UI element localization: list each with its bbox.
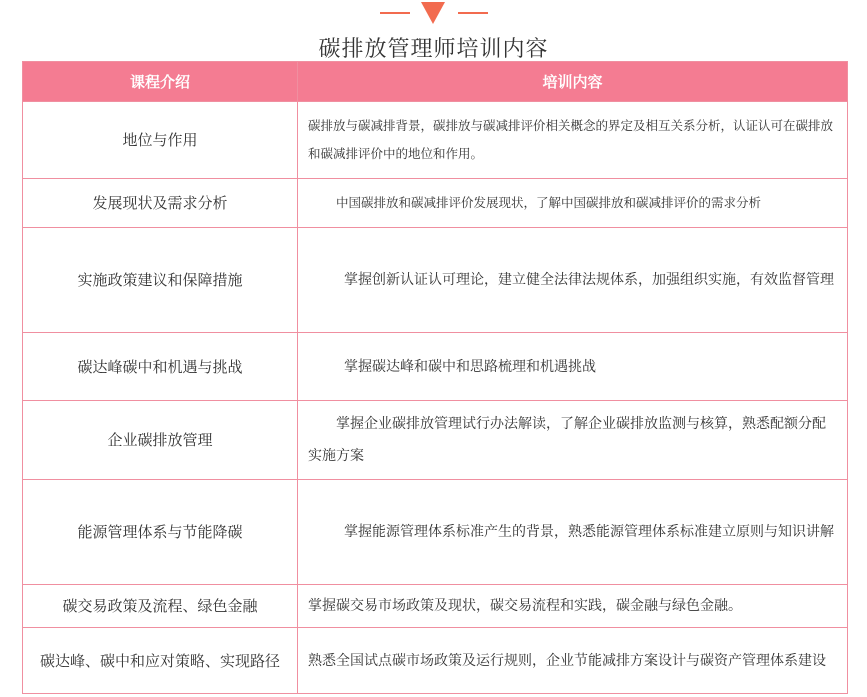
course-content: 熟悉全国试点碳市场政策及运行规则，企业节能减排方案设计与碳资产管理体系建设 — [298, 628, 848, 694]
table-row — [23, 228, 848, 333]
table-header-row — [23, 62, 848, 102]
table-row — [23, 179, 848, 228]
title-decoration — [0, 0, 867, 32]
table-row — [23, 401, 848, 480]
decor-line-left — [380, 12, 410, 14]
table-row — [23, 333, 848, 401]
course-name: 碳达峰碳中和机遇与挑战 — [23, 333, 298, 401]
course-name: 碳达峰、碳中和应对策略、实现路径 — [23, 628, 298, 694]
table-row — [23, 102, 848, 179]
table-row — [23, 628, 848, 694]
header-content: 培训内容 — [298, 62, 848, 102]
table-row — [23, 480, 848, 585]
course-content: 掌握碳达峰和碳中和思路梳理和机遇挑战 — [298, 333, 848, 401]
course-content: 掌握能源管理体系标准产生的背景，熟悉能源管理体系标准建立原则与知识讲解 — [298, 480, 848, 585]
decor-line-right — [458, 12, 488, 14]
course-name: 企业碳排放管理 — [23, 401, 298, 480]
page-title: 碳排放管理师培训内容 — [318, 37, 549, 62]
course-content: 碳排放与碳减排背景，碳排放与碳减排评价相关概念的界定及相互关系分析，认证认可在碳排放和碳减排评价中的地位和作用。 — [298, 102, 848, 179]
course-name: 发展现状及需求分析 — [23, 179, 298, 228]
course-name: 碳交易政策及流程、绿色金融 — [23, 585, 298, 628]
course-name: 地位与作用 — [23, 102, 298, 179]
course-content: 掌握创新认证认可理论，建立健全法律法规体系，加强组织实施，有效监督管理 — [298, 228, 848, 333]
course-content: 中国碳排放和碳减排评价发展现状，了解中国碳排放和碳减排评价的需求分析 — [298, 179, 848, 228]
course-name: 实施政策建议和保障措施 — [23, 228, 298, 333]
triangle-down-icon — [421, 2, 445, 24]
header-course: 课程介绍 — [23, 62, 298, 102]
table-row — [23, 585, 848, 628]
course-name: 能源管理体系与节能降碳 — [23, 480, 298, 585]
course-content: 掌握企业碳排放管理试行办法解读，了解企业碳排放监测与核算，熟悉配额分配实施方案 — [298, 401, 848, 480]
course-table — [22, 61, 848, 694]
course-content: 掌握碳交易市场政策及现状，碳交易流程和实践，碳金融与绿色金融。 — [298, 585, 848, 628]
